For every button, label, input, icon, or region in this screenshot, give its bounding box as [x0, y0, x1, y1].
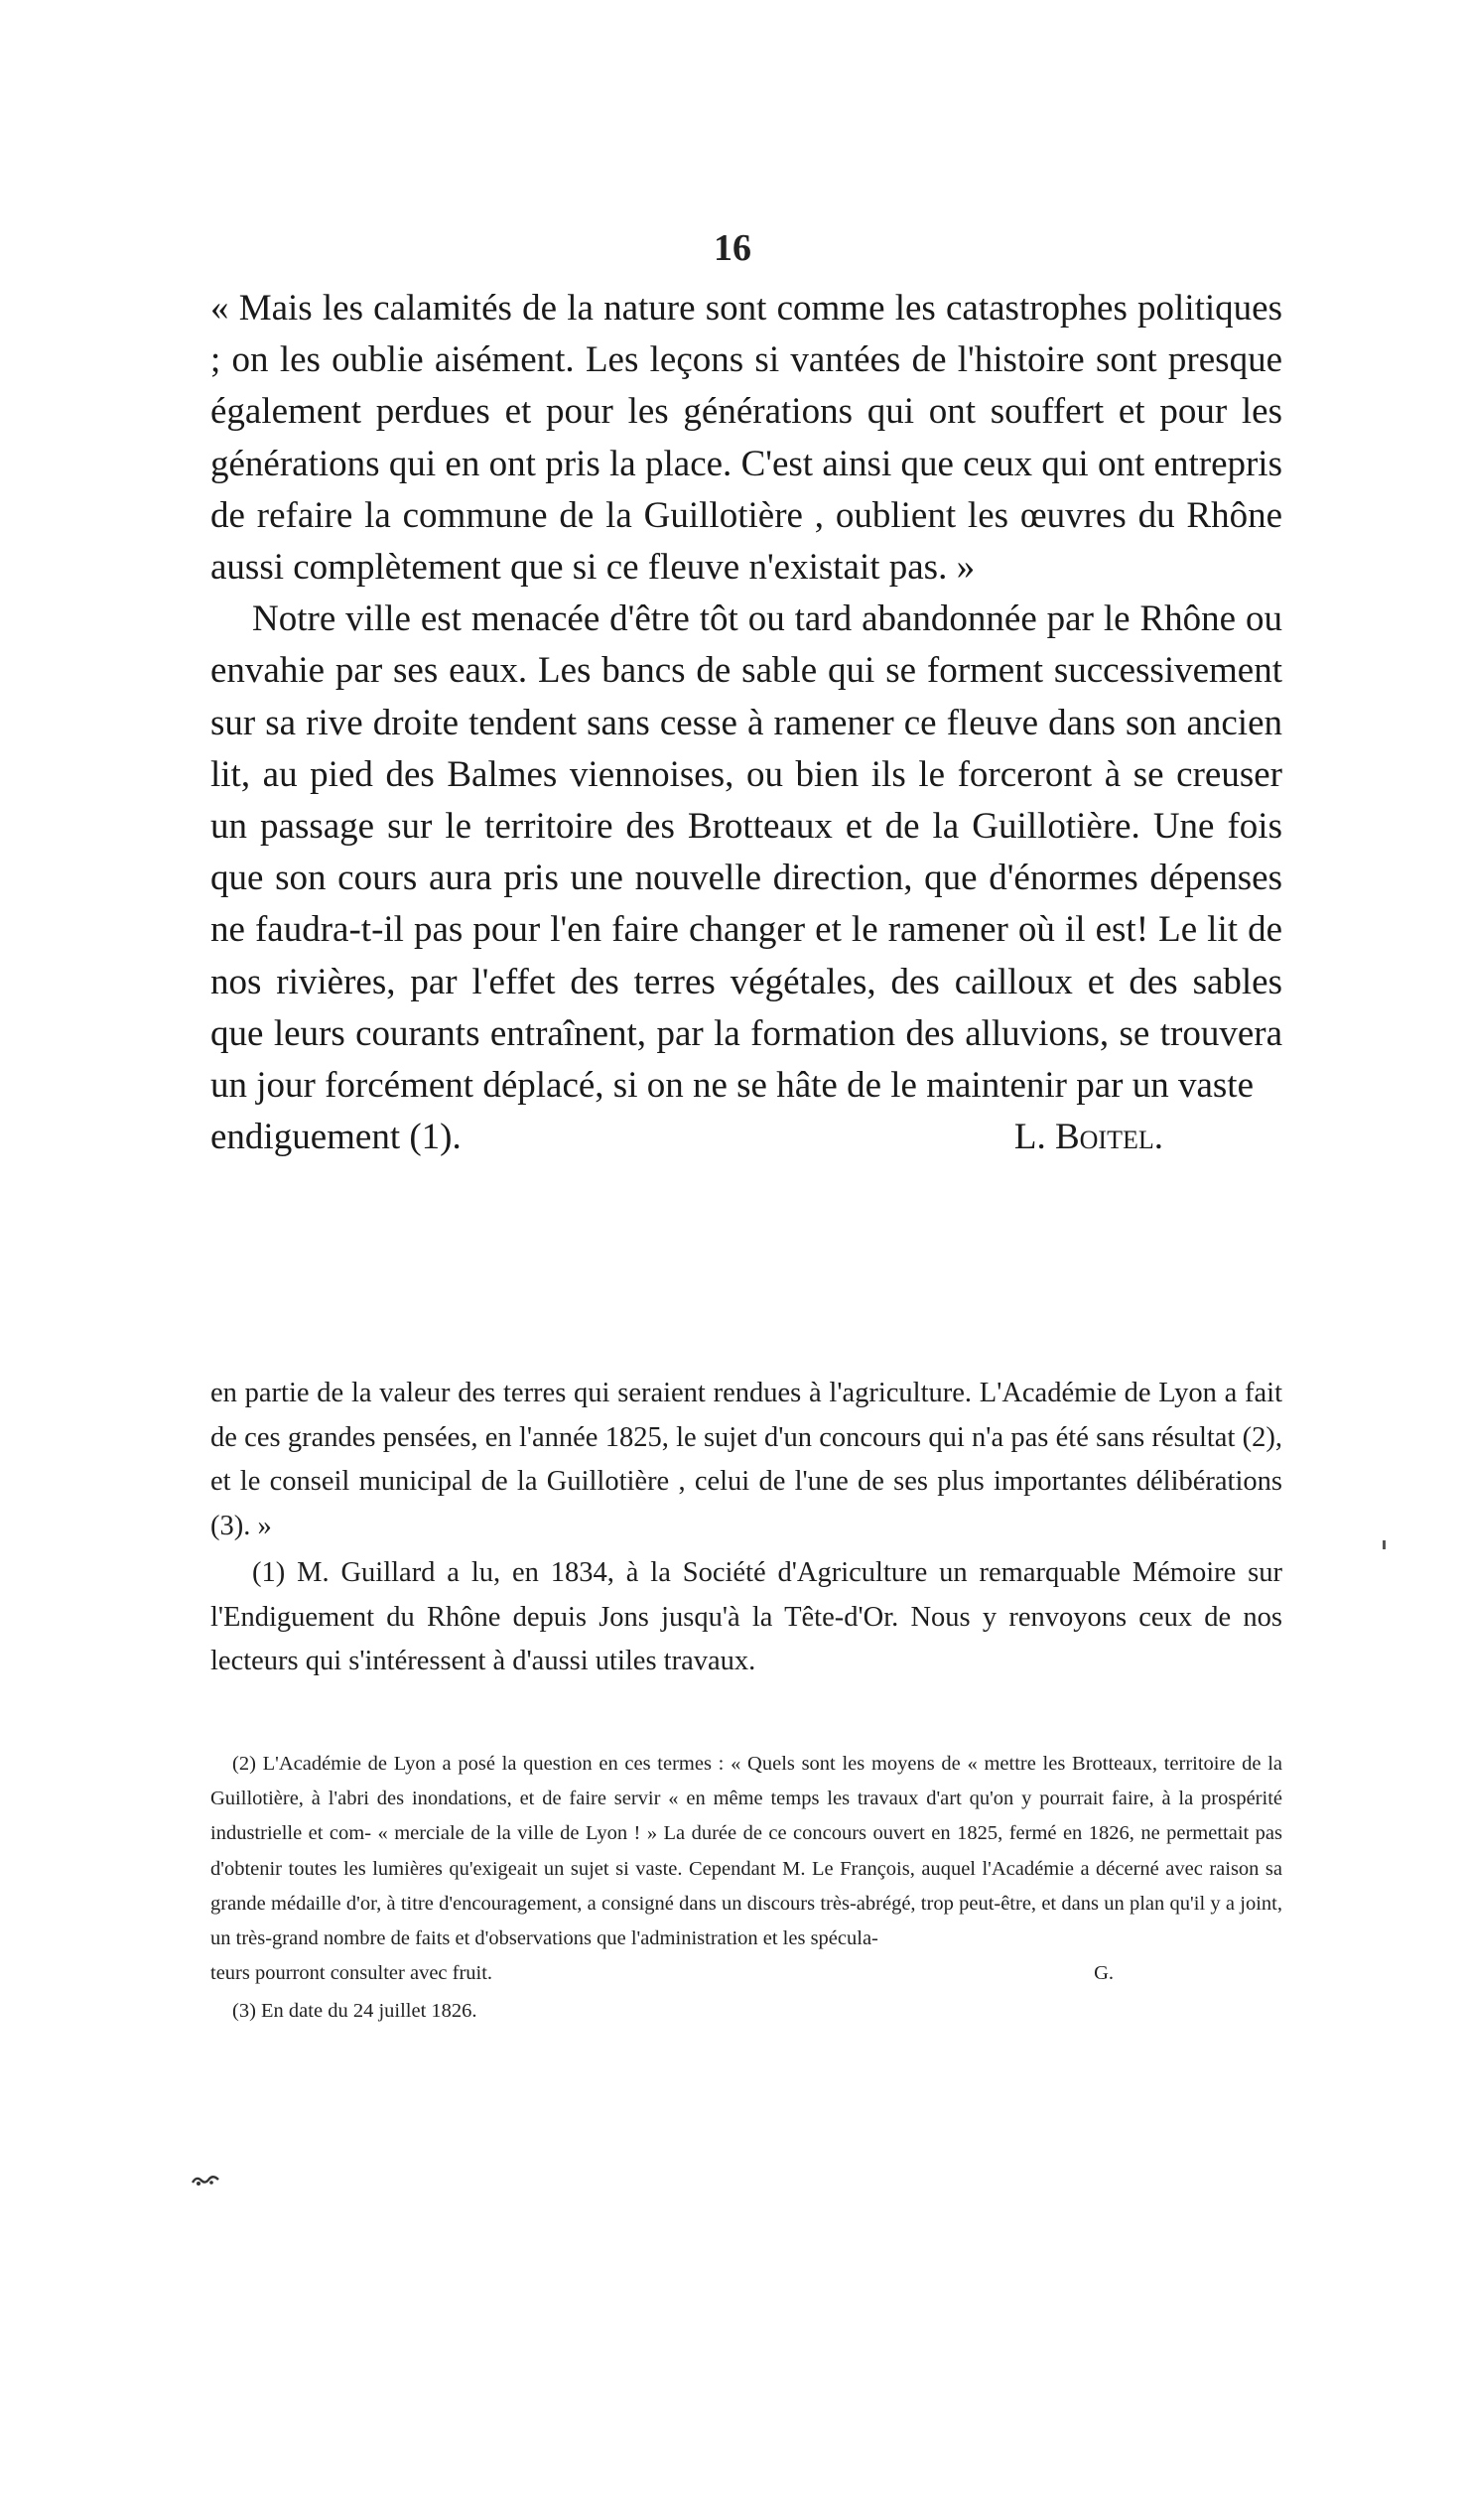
main-text-block [210, 283, 1282, 1163]
body-paragraph: Notre ville est menacée d'être tôt ou tard abandonnée par le Rhône ou envahie par ses eaux. Les bancs de sable qui se forment successivement sur sa rive droite tendent sans cesse à ramener ce fleuve dans son ancien lit, au pied des Balmes viennoises, ou bien ils le forceront à se creuser un passage sur le territoire des Brotteaux et de la Guillotière. Une fois que son cours aura pris une nouvelle direction, que d'énormes dépenses ne faudra-t-il pas pour l'en faire changer et le ramener où il est! Le lit de nos rivières, par l'effet des terres végétales, des cailloux et des sables que leurs courants entraînent, par la formation des alluvions, se trouvera un jour forcément déplacé, si on ne se hâte de le maintenir par un vaste [210, 598, 1282, 1107]
note-continuation: en partie de la valeur des terres qui seraient rendues à l'agriculture. L'Académie de Lyon a fait de ces grandes pensées, en l'année 1825, le sujet d'un concours qui n'a pas été sans résultat (2), et le conseil municipal de la Guillotière , celui de l'une de ses plus importantes délibérations (3). » [210, 1378, 1282, 1541]
note-block [210, 1372, 1282, 1684]
footnote-2-end-line [210, 1956, 1282, 1991]
footnote-2-end: teurs pourront consulter avec fruit. [210, 1962, 493, 1985]
signature-line [210, 1112, 1282, 1163]
quoted-paragraph: « Mais les calamités de la nature sont comme les catastrophes politiques ; on les oublie aisément. Les leçons si vantées de l'histoire sont presque également perdues et pour les générations qui ont souffert et pour les générations qui en ont pris la place. C'est ainsi que ceux qui ont entrepris de refaire la commune de la Guillotière , oublient les œuvres du Rhône aussi complètement que si ce fleuve n'existait pas. » [210, 288, 1282, 589]
small-footnotes-block [210, 1747, 1282, 2030]
page-number: 16 [714, 227, 751, 269]
final-line-text: endiguement (1). [210, 1117, 462, 1158]
footnote-2-initial: G. [1094, 1962, 1114, 1985]
footnote-3: (3) En date du 24 juillet 1826. [232, 2000, 477, 2023]
printer-ornament-icon [191, 2174, 220, 2188]
footnote-1: (1) M. Guillard a lu, en 1834, à la Société d'Agriculture un remarquable Mémoire sur l'Endiguement du Rhône depuis Jons jusqu'à la Tête-d'Or. Nous y renvoyons ceux de nos lecteurs qui s'intéressent à d'aussi utiles travaux. [210, 1557, 1282, 1676]
author-signature: L. Boitel. [1013, 1117, 1163, 1158]
paper-speck [1383, 1540, 1386, 1549]
footnote-2: (2) L'Académie de Lyon a posé la question en ces termes : « Quels sont les moyens de « mettre les Brotteaux, territoire de la Guillotière, à l'abri des inondations, et de faire servir « en même temps les travaux d'art qu'on y pourrait faire, à la prospérité industrielle et com- « merciale de la ville de Lyon ! » La durée de ce concours ouvert en 1825, fermé en 1826, ne permettait pas d'obtenir toutes les lumières qu'exigeait un sujet si vaste. Cependant M. Le François, auquel l'Académie a décerné avec raison sa grande médaille d'or, à titre d'encouragement, a consigné dans un discours très-abrégé, trop peut-être, et dans un plan qu'il y a joint, un très-grand nombre de faits et d'observations que l'administration et les spécula- [210, 1753, 1282, 1950]
